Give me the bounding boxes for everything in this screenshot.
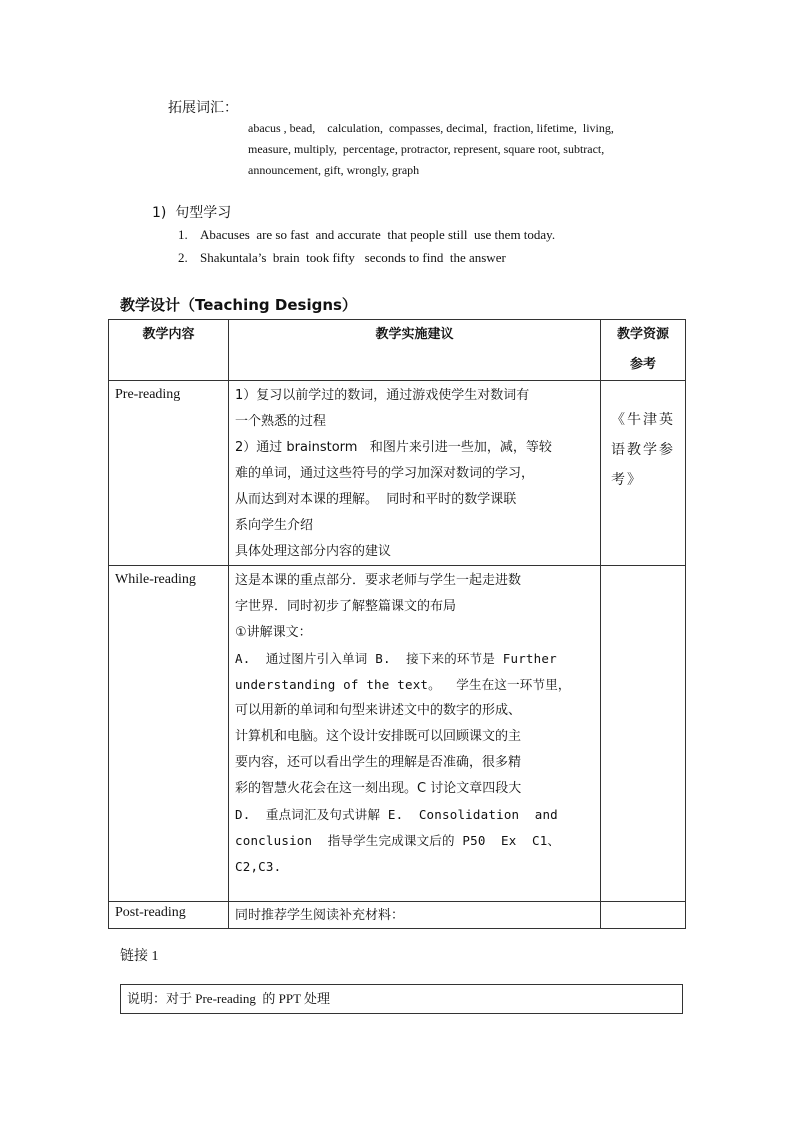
plan-line: 从而达到对本课的理解。 同时和平时的数学课联 [235, 492, 517, 507]
sentence-number: 2. [178, 250, 188, 265]
plan-line: 一个熟悉的过程 [235, 414, 327, 429]
plan-line: 字世界．同时初步了解整篇课文的布局 [235, 599, 457, 614]
resource-line: 语教学参 [611, 442, 675, 458]
plan-line: 1）复习以前学过的数词，通过游戏使学生对数词有 [235, 388, 530, 403]
plan-line: 同时推荐学生阅读补充材料： [235, 908, 405, 923]
resource-reference [601, 381, 686, 566]
plan-line: 彩的智慧火花会在这一刻出现。C 讨论文章四段大 [235, 781, 522, 796]
vocab-line: abacus , bead, calculation, compasses, decimal, fraction, lifetime, living, [248, 121, 614, 135]
plan-line: understanding of the text。 学生在这一环节里， [235, 677, 571, 692]
plan-line: 难的单词，通过这些符号的学习加深对数词的学习， [235, 466, 535, 481]
plan-line: 这是本课的重点部分．要求老师与学生一起走进数 [235, 573, 522, 588]
teaching-design-title: 教学设计（Teaching Designs） [120, 296, 357, 314]
table-row [109, 381, 686, 566]
table-row [109, 566, 686, 902]
header-resource [601, 320, 686, 381]
extension-vocab-label: 拓展词汇： [168, 100, 238, 116]
plan-line: C2,C3. [235, 859, 282, 874]
teaching-design-table [108, 319, 686, 929]
plan-line: 要内容，还可以看出学生的理解是否准确，很多精 [235, 755, 522, 770]
vocab-line: measure, multiply, percentage, protractor, represent, square root, subtract, [248, 142, 605, 156]
table-row [109, 902, 686, 929]
plan-line: 计算机和电脑。这个设计安排既可以回顾课文的主 [235, 729, 522, 744]
resource-empty-cell [601, 566, 686, 902]
header-resource-line: 教学资源 [616, 327, 669, 342]
resource-empty-cell [601, 902, 686, 929]
plan-line: 可以用新的单词和句型来讲述文中的数字的形成、 [235, 703, 522, 718]
extension-vocab-list [248, 118, 688, 181]
plan-line: ①讲解课文： [235, 625, 312, 640]
plan-line: 2）通过 brainstorm 和图片来引进一些加，减，等较 [235, 440, 552, 455]
plan-line: A. 通过图片引入单词 B. 接下来的环节是 Further [235, 651, 557, 666]
resource-line: 考》 [611, 472, 643, 488]
header-resource-line: 参考 [629, 357, 656, 372]
sentence-number: 1. [178, 227, 188, 242]
plan-while-reading [229, 566, 601, 902]
stage-pre-reading: Pre-reading [109, 381, 229, 566]
sentence-text: Abacuses are so fast and accurate that people still use them today. [200, 227, 556, 242]
plan-line: 系向学生介绍 [235, 518, 314, 533]
resource-line: 《牛津英 [611, 412, 675, 428]
table-header-row [109, 320, 686, 381]
sentence-study-heading: 1) 句型学习 [152, 205, 232, 221]
header-plan: 教学实施建议 [229, 320, 601, 381]
stage-post-reading: Post-reading [109, 902, 229, 929]
plan-line: 具体处理这部分内容的建议 [235, 544, 392, 559]
note-box: 说明：对于 Pre-reading 的 PPT 处理 [120, 984, 683, 1014]
stage-while-reading: While-reading [109, 566, 229, 902]
vocab-line: announcement, gift, wrongly, graph [248, 163, 420, 177]
link-label: 链接 1 [120, 949, 159, 964]
plan-line: D. 重点词汇及句式讲解 E. Consolidation and [235, 807, 558, 822]
sentence-text: Shakuntala’s brain took fifty seconds to find the answer [200, 250, 506, 265]
header-content: 教学内容 [109, 320, 229, 381]
plan-pre-reading [229, 381, 601, 566]
plan-post-reading [229, 902, 601, 929]
plan-line: conclusion 指导学生完成课文后的 P50 Ex C1、 [235, 833, 561, 848]
